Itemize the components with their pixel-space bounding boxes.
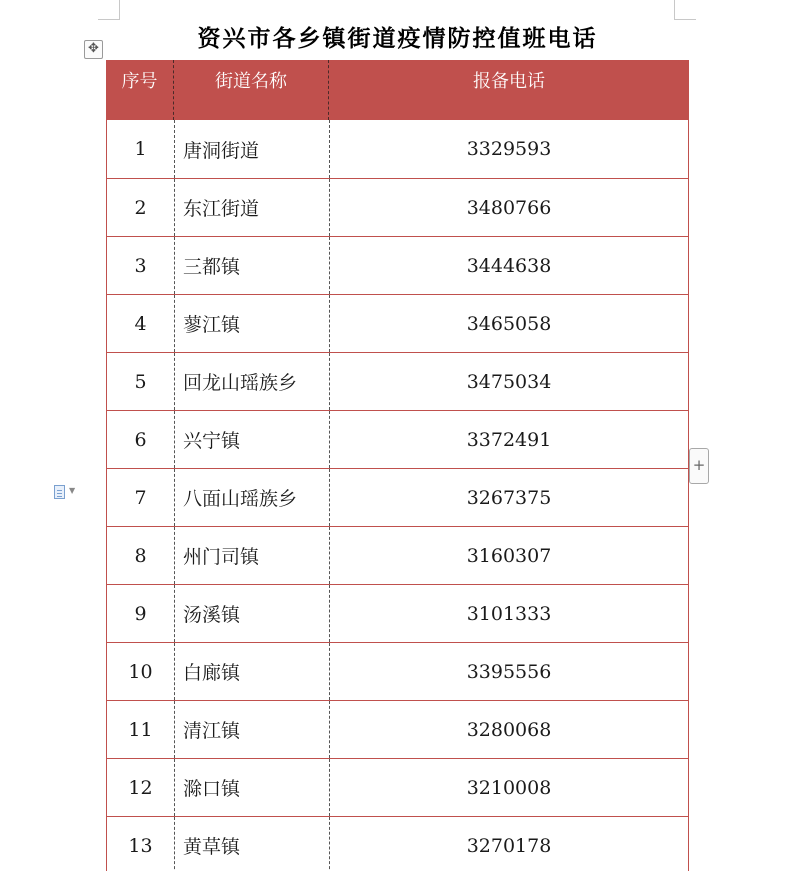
table-row xyxy=(107,410,688,468)
chevron-down-icon: ▼ xyxy=(69,486,76,495)
row-index: 7 xyxy=(107,469,175,526)
row-town-name: 黄草镇 xyxy=(175,817,330,871)
table-row xyxy=(107,468,688,526)
row-town-name: 汤溪镇 xyxy=(175,585,330,642)
row-town-name: 滁口镇 xyxy=(175,759,330,816)
row-town-name: 三都镇 xyxy=(175,237,330,294)
row-index: 10 xyxy=(107,643,175,700)
row-town-name: 唐洞街道 xyxy=(175,120,330,178)
duty-phone-table xyxy=(106,60,689,871)
table-row xyxy=(107,120,688,178)
row-index: 11 xyxy=(107,701,175,758)
table-row xyxy=(107,178,688,236)
row-index: 6 xyxy=(107,411,175,468)
page-corner-mark-left xyxy=(98,0,120,20)
table-header-row xyxy=(106,60,689,120)
table-body xyxy=(106,120,689,871)
row-phone: 3270178 xyxy=(466,834,552,857)
table-row xyxy=(107,294,688,352)
table-row xyxy=(107,816,688,871)
row-phone: 3395556 xyxy=(466,660,552,683)
header-phone: 报备电话 xyxy=(473,71,545,92)
row-town-name: 白廊镇 xyxy=(175,643,330,700)
row-town-name: 清江镇 xyxy=(175,701,330,758)
row-phone: 3465058 xyxy=(466,312,552,335)
row-phone: 3475034 xyxy=(466,370,552,393)
header-name: 街道名称 xyxy=(174,60,329,120)
row-phone: 3329593 xyxy=(466,138,552,160)
row-phone: 3280068 xyxy=(466,718,552,741)
paragraph-menu-button[interactable] xyxy=(54,485,80,501)
table-row xyxy=(107,584,688,642)
table-row xyxy=(107,526,688,584)
document-title: 资兴市各乡镇街道疫情防控值班电话 xyxy=(197,25,598,52)
row-phone: 3372491 xyxy=(466,428,552,451)
row-phone: 3480766 xyxy=(466,196,552,219)
row-town-name: 蓼江镇 xyxy=(175,295,330,352)
row-index: 1 xyxy=(107,120,175,178)
move-cross-icon: ✥ xyxy=(88,41,99,56)
row-index: 12 xyxy=(107,759,175,816)
row-phone: 3444638 xyxy=(466,254,552,277)
row-index: 3 xyxy=(107,237,175,294)
table-row xyxy=(107,642,688,700)
row-index: 5 xyxy=(107,353,175,410)
row-index: 13 xyxy=(107,817,175,871)
plus-icon: + xyxy=(692,456,706,474)
row-phone: 3101333 xyxy=(466,602,552,625)
row-town-name: 八面山瑶族乡 xyxy=(175,469,330,526)
table-row xyxy=(107,758,688,816)
row-phone: 3160307 xyxy=(466,544,552,567)
add-column-button[interactable] xyxy=(689,448,709,484)
table-row xyxy=(107,700,688,758)
row-phone: 3210008 xyxy=(466,776,552,799)
document-icon xyxy=(54,485,65,499)
row-index: 2 xyxy=(107,179,175,236)
row-index: 8 xyxy=(107,527,175,584)
row-town-name: 州门司镇 xyxy=(175,527,330,584)
page-corner-mark-right xyxy=(674,0,696,20)
row-town-name: 东江街道 xyxy=(175,179,330,236)
row-phone: 3267375 xyxy=(466,486,552,509)
table-row xyxy=(107,352,688,410)
table-row xyxy=(107,236,688,294)
row-index: 9 xyxy=(107,585,175,642)
row-index: 4 xyxy=(107,295,175,352)
row-town-name: 回龙山瑶族乡 xyxy=(175,353,330,410)
row-town-name: 兴宁镇 xyxy=(175,411,330,468)
header-index: 序号 xyxy=(106,60,174,120)
